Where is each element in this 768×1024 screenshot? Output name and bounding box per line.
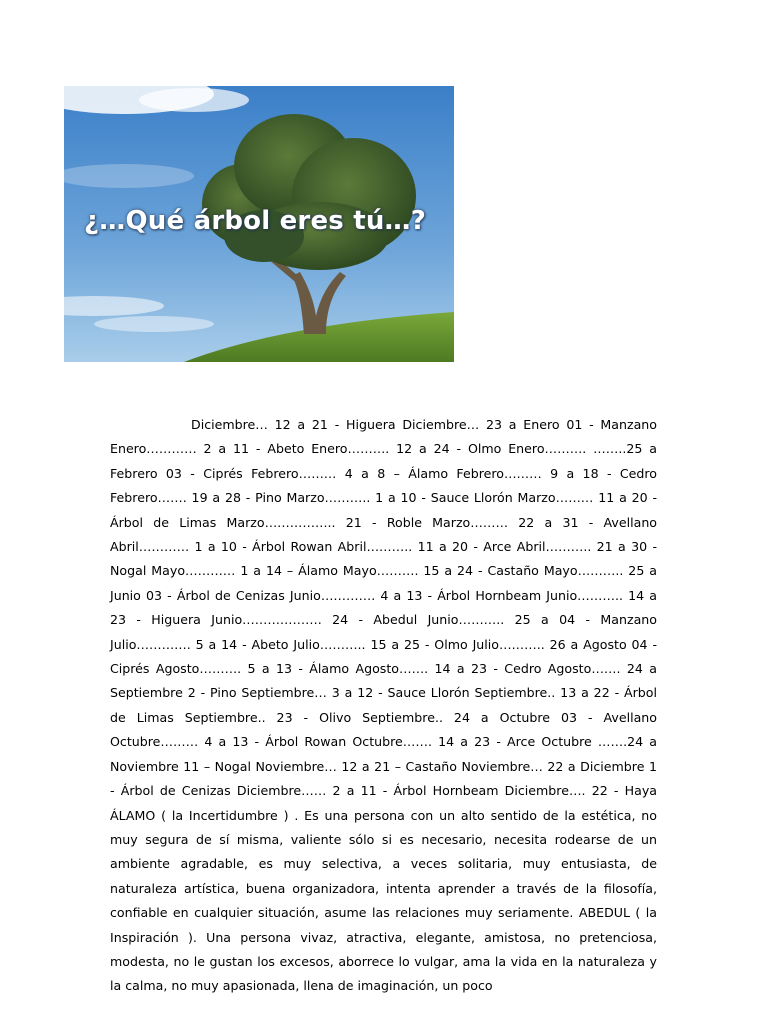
body-paragraph: Diciembre… 12 a 21 - Higuera Diciembre… 23 a Enero 01 - Manzano Enero………… 2 a 11 - Abeto Enero………. 12 a 24 - Olmo Enero………. ……..25 a Febrero 03 - Ciprés Febrero……… 4 a 8 – Álamo Febrero……… 9 a 18 - Cedro Febrero……. 19 a 28 - Pino Marzo……….. 1 a 10 - Sauce Llorón Marzo……… 11 a 20 - Árbol de Limas Marzo…………….. 21 - Roble Marzo……… 22 a 31 - Avellano Abril………… 1 a 10 - Árbol Rowan Abril……….. 11 a 20 - Arce Abril……….. 21 a 30 - Nogal Mayo………… 1 a 14 – Álamo Mayo………. 15 a 24 - Castaño Mayo……….. 25 a Junio 03 - Árbol de Cenizas Junio…………. 4 a 13 - Árbol Hornbeam Junio……….. 14 a 23 - Higuera Junio………………. 24 - Abedul Junio……….. 25 a 04 - Manzano Julio…………. 5 a 14 - Abeto Julio……….. 15 a 25 - Olmo Julio……….. 26 a Agosto 04 - Ciprés Agosto………. 5 a 13 - Álamo Agosto……. 14 a 23 - Cedro Agosto……. 24 a Septiembre 2 - Pino Septiembre… 3 a 12 - Sauce Llorón Septiembre.. 13 a 22 - Árbol de Limas Septiembre.. 23 - Olivo Septiembre.. 24 a Octubre 03 - Avellano Octubre……… 4 a 13 - Árbol Rowan Octubre……. 14 a 23 - Arce Octubre …….24 a Noviembre 11 – Nogal Noviembre… 12 a 21 – Castaño Noviembre… 22 a Diciembre 1 - Árbol de Cenizas Diciembre…… 2 a 11 - Árbol Hornbeam Diciembre…. 22 - Haya ÁLAMO ( la Incertidumbre ) . Es una persona con un alto sentido de la estética, no muy segura de sí misma, valiente sólo si es necesario, necesita rodearse de un ambiente agradable, es muy selectiva, a veces solitaria, muy entusiasta, de naturaleza artística, buena organizadora, intenta aprender a través de la filosofía, confiable en cualquier situación, asume las relaciones muy seriamente. ABEDUL ( la Inspiración ). Una persona vivaz, atractiva, elegante, amistosa, no pretenciosa, modesta, no le gustan los excesos, aborrece lo vulgar, ama la vida en la naturaleza y la calma, no muy apasionada, llena de imaginación, un poco [110, 417, 657, 994]
header-image [64, 86, 454, 362]
header-image-title: ¿…Qué árbol eres tú…? [84, 206, 427, 236]
